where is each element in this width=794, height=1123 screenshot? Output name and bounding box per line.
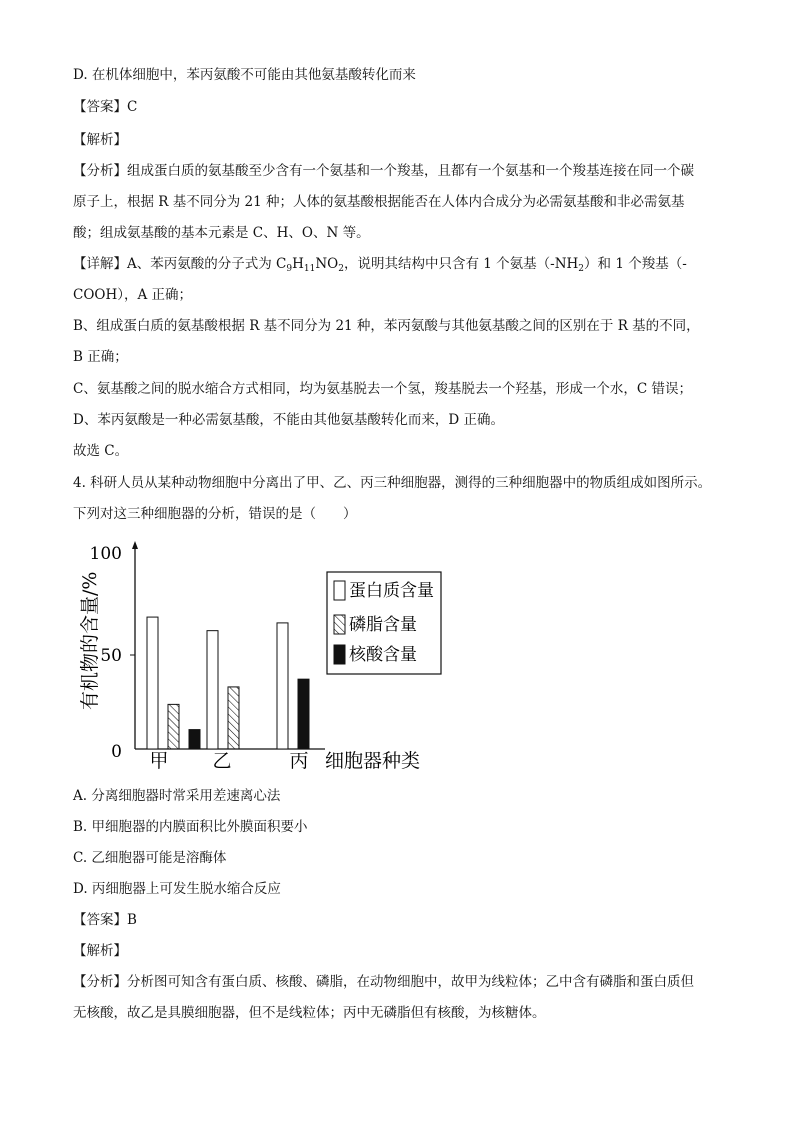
- bar-protein-0: [147, 617, 158, 749]
- q3-xiangjie-line-1: 【详解】A、苯丙氨酸的分子式为 $C_9H_{11}NO_2$，说明其结构中只含有 1 个氨基$(-NH_2)$和 1 个羧基（-: [73, 256, 687, 274]
- q3-xiangjie-line-2: COOH），A 正确；: [73, 287, 193, 303]
- legend-swatch-nucleic-acid: [334, 645, 345, 664]
- y-tick-label-0: 0: [111, 742, 122, 762]
- x-axis-label: 细胞器种类: [325, 750, 421, 772]
- legend-label-phospholipid: 磷脂含量: [349, 615, 417, 635]
- q3-option-d: D. 在机体细胞中，苯丙氨酸不可能由其他氨基酸转化而来: [73, 67, 416, 83]
- q4-option-b: B. 甲细胞器的内膜面积比外膜面积要小: [73, 819, 308, 835]
- legend-swatch-protein: [334, 581, 345, 600]
- q3-conclusion: 故选 C。: [73, 443, 129, 459]
- bar-protein-1: [207, 631, 218, 749]
- bar-group: [147, 617, 309, 749]
- q3-answer: 【答案】C: [73, 99, 138, 115]
- q3-fenxi-line-1: 【分析】组成蛋白质的氨基酸至少含有一个氨基和一个羧基，且都有一个氨基和一个羧基连接在同一个碳: [73, 163, 694, 179]
- legend-label-nucleic-acid: 核酸含量: [349, 645, 417, 665]
- q3-c-line: C、氨基酸之间的脱水缩合方式相同，均为氨基脱去一个氢，羧基脱去一个羟基，形成一个水，C 错误；: [73, 381, 692, 397]
- q4-stem-line-1: 4. 科研人员从某种动物细胞中分离出了甲、乙、丙三种细胞器，测得的三种细胞器中的物质组成如图所示。: [73, 475, 712, 491]
- y-tick-label-50: 50: [100, 646, 122, 666]
- bar-phospholipid-1: [228, 687, 239, 749]
- organelle-composition-chart: [70, 535, 450, 775]
- q4-answer: 【答案】B: [73, 912, 137, 928]
- q3-d-line: D、苯丙氨酸是一种必需氨基酸，不能由其他氨基酸转化而来，D 正确。: [73, 412, 504, 428]
- category-label-yi: 乙: [212, 750, 232, 772]
- bar-phospholipid-0: [168, 704, 179, 749]
- bar-protein-2: [277, 623, 288, 749]
- q4-fenxi-line-2: 无核酸，故乙是具膜细胞器，但不是线粒体；丙中无磷脂但有核酸，为核糖体。: [73, 1005, 546, 1021]
- category-label-jia: 甲: [149, 750, 169, 772]
- y-tick-label-100: 100: [89, 544, 122, 564]
- y-axis-label: 有机物的含量/%: [79, 571, 101, 710]
- legend-swatch-phospholipid: [334, 615, 345, 634]
- q4-stem-line-2: 下列对这三种细胞器的分析，错误的是（ ）: [73, 506, 357, 522]
- q4-fenxi-line-1: 【分析】分析图可知含有蛋白质、核酸、磷脂，在动物细胞中，故甲为线粒体；乙中含有磷脂和蛋白质但: [73, 974, 694, 990]
- bar-nucleic-acid-2: [298, 679, 309, 749]
- q4-option-c: C. 乙细胞器可能是溶酶体: [73, 850, 227, 866]
- q3-fenxi-line-2: 原子上，根据 R 基不同分为 21 种；人体的氨基酸根据能否在人体内合成分为必需氨基酸和非必需氨基: [73, 194, 685, 210]
- y-axis-arrow: [132, 541, 138, 549]
- category-label-bing: 丙: [289, 750, 309, 772]
- q4-option-d: D. 丙细胞器上可发生脱水缩合反应: [73, 881, 281, 897]
- bar-nucleic-acid-0: [189, 730, 200, 749]
- q4-analysis-label: 【解析】: [73, 943, 127, 959]
- legend: [327, 572, 441, 674]
- legend-label-protein: 蛋白质含量: [349, 581, 434, 601]
- q3-b-line-2: B 正确；: [73, 349, 128, 365]
- q3-fenxi-line-3: 酸；组成氨基酸的基本元素是 C、H、O、N 等。: [73, 225, 370, 241]
- q3-b-line-1: B、组成蛋白质的氨基酸根据 R 基不同分为 21 种，苯丙氨酸与其他氨基酸之间的区别在于 R 基的不同，: [73, 318, 700, 334]
- q4-option-a: A. 分离细胞器时常采用差速离心法: [73, 788, 281, 804]
- q3-analysis-label: 【解析】: [73, 132, 127, 148]
